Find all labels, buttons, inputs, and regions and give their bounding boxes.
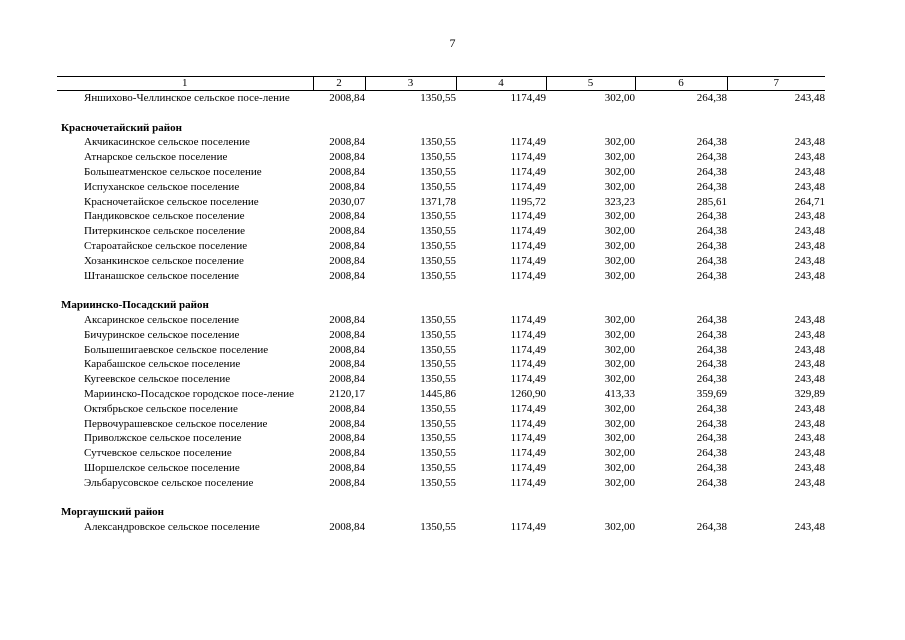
column-header-4: 4 [456, 77, 546, 91]
value-cell-col-3: 1350,55 [420, 225, 456, 238]
value-cell-col-7: 243,48 [794, 417, 825, 430]
district-name: Моргаушский район [61, 506, 165, 519]
value-cell-col-4: 1174,49 [510, 210, 546, 223]
value-cell-col-6: 264,38 [696, 402, 727, 415]
table-row [57, 165, 825, 180]
value-cell-col-6: 264,38 [696, 151, 727, 164]
value-cell-col-5: 302,00 [604, 165, 635, 178]
value-cell-col-3: 1350,55 [420, 180, 456, 193]
table-body [57, 91, 825, 535]
value-cell-col-5: 302,00 [604, 402, 635, 415]
value-cell-col-6: 264,38 [696, 180, 727, 193]
value-cell-col-7: 243,48 [794, 476, 825, 489]
value-cell-col-4: 1174,49 [510, 239, 546, 252]
value-cell-col-2: 2008,84 [329, 476, 365, 489]
value-cell-col-5: 323,23 [604, 195, 635, 208]
value-cell-col-7: 243,48 [794, 313, 825, 326]
value-cell-col-7: 243,48 [794, 358, 825, 371]
table-row [57, 343, 825, 358]
value-cell-col-4: 1174,49 [510, 313, 546, 326]
value-cell-col-3: 1350,55 [420, 136, 456, 149]
column-header-7: 7 [727, 77, 825, 91]
column-header-1: 1 [57, 77, 313, 91]
value-cell-col-7: 243,48 [794, 447, 825, 460]
value-cell-col-3: 1350,55 [420, 313, 456, 326]
settlement-name: Первочурашевское сельское поселение [84, 417, 268, 430]
value-cell-col-5: 302,00 [604, 313, 635, 326]
value-cell-col-6: 264,38 [696, 136, 727, 149]
value-cell-col-7: 243,48 [794, 432, 825, 445]
value-cell-col-3: 1350,55 [420, 447, 456, 460]
value-cell-col-6: 264,38 [696, 432, 727, 445]
value-cell-col-6: 264,38 [696, 461, 727, 474]
value-cell-col-3: 1350,55 [420, 210, 456, 223]
value-cell-col-7: 243,48 [794, 521, 825, 534]
value-cell-col-6: 264,38 [696, 476, 727, 489]
spacer-cell [57, 491, 825, 506]
value-cell-col-4: 1174,49 [510, 136, 546, 149]
value-cell-col-6: 264,38 [696, 254, 727, 267]
spacer-row [57, 491, 825, 506]
value-cell-col-3: 1350,55 [420, 432, 456, 445]
value-cell-col-7: 243,48 [794, 269, 825, 282]
value-cell-col-2: 2008,84 [329, 210, 365, 223]
value-cell-col-7: 329,89 [794, 387, 825, 400]
value-cell-col-2: 2008,84 [329, 432, 365, 445]
value-cell-col-5: 302,00 [604, 328, 635, 341]
value-cell-col-2: 2008,84 [329, 269, 365, 282]
value-cell-col-2: 2008,84 [329, 225, 365, 238]
value-cell-col-2: 2008,84 [329, 165, 365, 178]
value-cell-col-3: 1350,55 [420, 165, 456, 178]
value-cell-col-2: 2008,84 [329, 313, 365, 326]
value-cell-col-6: 264,38 [696, 417, 727, 430]
table-row [57, 402, 825, 417]
settlement-name: Сутчевское сельское поселение [84, 447, 232, 460]
value-cell-col-3: 1350,55 [420, 151, 456, 164]
value-cell-col-7: 243,48 [794, 210, 825, 223]
value-cell-col-2: 2008,84 [329, 447, 365, 460]
value-cell-col-7: 243,48 [794, 254, 825, 267]
value-cell-col-6: 264,38 [696, 165, 727, 178]
table-row [57, 195, 825, 210]
value-cell-col-2: 2008,84 [329, 461, 365, 474]
table-row [57, 180, 825, 195]
value-cell-col-4: 1174,49 [510, 225, 546, 238]
value-cell-col-7: 243,48 [794, 151, 825, 164]
value-cell-col-2: 2008,84 [329, 136, 365, 149]
settlement-name: Испуханское сельское поселение [84, 180, 240, 193]
settlement-name: Кугеевское сельское поселение [84, 373, 231, 386]
value-cell-col-7: 243,48 [794, 165, 825, 178]
spacer-row [57, 283, 825, 298]
value-cell-col-3: 1350,55 [420, 328, 456, 341]
column-header-3: 3 [365, 77, 456, 91]
value-cell-col-4: 1174,49 [510, 521, 546, 534]
value-cell-col-2: 2008,84 [329, 402, 365, 415]
settlement-name: Большешигаевское сельское поселение [84, 343, 269, 356]
value-cell-col-5: 302,00 [604, 136, 635, 149]
settlement-name: Акчикасинское сельское поселение [84, 136, 250, 149]
value-cell-col-2: 2030,07 [329, 195, 365, 208]
value-cell-col-3: 1445,86 [420, 387, 456, 400]
value-cell-col-4: 1195,72 [510, 195, 546, 208]
value-cell-col-3: 1350,55 [420, 373, 456, 386]
value-cell-col-6: 264,38 [696, 447, 727, 460]
value-cell-col-6: 264,38 [696, 521, 727, 534]
table-row [57, 520, 825, 535]
value-cell-col-2: 2008,84 [329, 343, 365, 356]
value-cell-col-7: 243,48 [794, 136, 825, 149]
settlement-name: Питеркинское сельское поселение [84, 225, 245, 238]
settlement-name: Большеатменское сельское поселение [84, 165, 262, 178]
value-cell-col-6: 264,38 [696, 92, 727, 104]
table-row [57, 446, 825, 461]
settlement-name: Красночетайское сельское поселение [84, 195, 259, 208]
value-cell-col-4: 1174,49 [510, 358, 546, 371]
value-cell-col-3: 1350,55 [420, 521, 456, 534]
value-cell-col-2: 2008,84 [329, 254, 365, 267]
value-cell-col-7: 243,48 [794, 239, 825, 252]
value-cell-col-5: 302,00 [604, 432, 635, 445]
table-header-row [57, 77, 825, 91]
settlement-name: Штанашское сельское поселение [84, 269, 240, 282]
settlement-name: Приволжское сельское поселение [84, 432, 242, 445]
settlement-name: Аксаринское сельское поселение [84, 313, 240, 326]
value-cell-col-2: 2008,84 [329, 417, 365, 430]
table-row [57, 313, 825, 328]
value-cell-col-4: 1174,49 [510, 373, 546, 386]
table-row [57, 150, 825, 165]
column-header-6: 6 [635, 77, 727, 91]
value-cell-col-2: 2008,84 [329, 151, 365, 164]
value-cell-col-3: 1350,55 [420, 476, 456, 489]
district-header-row [57, 298, 825, 313]
value-cell-col-5: 302,00 [604, 225, 635, 238]
value-cell-col-7: 243,48 [794, 402, 825, 415]
value-cell-col-6: 264,38 [696, 225, 727, 238]
value-cell-col-4: 1174,49 [510, 254, 546, 267]
value-cell-col-4: 1174,49 [510, 461, 546, 474]
settlement-name: Хозанкинское сельское поселение [84, 254, 244, 267]
value-cell-col-5: 302,00 [604, 373, 635, 386]
value-cell-col-7: 243,48 [794, 373, 825, 386]
value-cell-col-6: 264,38 [696, 269, 727, 282]
value-cell-col-6: 264,38 [696, 210, 727, 223]
table-row [57, 476, 825, 491]
table-row [57, 417, 825, 432]
value-cell-col-6: 264,38 [696, 343, 727, 356]
value-cell-col-4: 1174,49 [510, 447, 546, 460]
value-cell-col-5: 302,00 [604, 343, 635, 356]
table-row [57, 387, 825, 402]
table-row [57, 209, 825, 224]
value-cell-col-4: 1174,49 [510, 343, 546, 356]
value-cell-col-5: 302,00 [604, 447, 635, 460]
value-cell-col-7: 243,48 [794, 461, 825, 474]
value-cell-col-4: 1174,49 [510, 180, 546, 193]
value-cell-col-3: 1350,55 [420, 358, 456, 371]
value-cell-col-3: 1350,55 [420, 269, 456, 282]
value-cell-col-5: 413,33 [604, 387, 635, 400]
district-header-row [57, 121, 825, 136]
table-row [57, 461, 825, 476]
settlement-name: Бичуринское сельское поселение [84, 328, 240, 341]
table-row [57, 328, 825, 343]
value-cell-col-2: 2008,84 [329, 92, 365, 104]
value-cell-col-6: 264,38 [696, 239, 727, 252]
value-cell-col-6: 264,38 [696, 328, 727, 341]
value-cell-col-5: 302,00 [604, 180, 635, 193]
table-row [57, 254, 825, 269]
table-row [57, 135, 825, 150]
value-cell-col-5: 302,00 [604, 358, 635, 371]
value-cell-col-7: 264,71 [794, 195, 825, 208]
value-cell-col-5: 302,00 [604, 239, 635, 252]
value-cell-col-4: 1174,49 [510, 269, 546, 282]
column-header-5: 5 [546, 77, 635, 91]
value-cell-col-3: 1350,55 [420, 254, 456, 267]
district-header-row [57, 505, 825, 520]
district-name: Красночетайский район [61, 121, 182, 134]
settlement-name: Александровское сельское поселение [84, 521, 260, 534]
value-cell-col-3: 1350,55 [420, 417, 456, 430]
value-cell-col-4: 1260,90 [510, 387, 546, 400]
value-cell-col-5: 302,00 [604, 151, 635, 164]
table-row [57, 431, 825, 446]
value-cell-col-5: 302,00 [604, 210, 635, 223]
value-cell-col-4: 1174,49 [510, 165, 546, 178]
value-cell-col-2: 2120,17 [329, 387, 365, 400]
value-cell-col-5: 302,00 [604, 461, 635, 474]
value-cell-col-4: 1174,49 [510, 328, 546, 341]
table-row [57, 269, 825, 284]
value-cell-col-2: 2008,84 [329, 373, 365, 386]
value-cell-col-7: 243,48 [794, 328, 825, 341]
value-cell-col-4: 1174,49 [510, 476, 546, 489]
value-cell-col-4: 1174,49 [510, 151, 546, 164]
value-cell-col-7: 243,48 [794, 225, 825, 238]
value-cell-col-6: 264,38 [696, 358, 727, 371]
settlement-name: Мариинско-Посадское городское посе-ление [84, 387, 295, 400]
value-cell-col-5: 302,00 [604, 254, 635, 267]
value-cell-col-5: 302,00 [604, 417, 635, 430]
value-cell-col-2: 2008,84 [329, 239, 365, 252]
value-cell-col-4: 1174,49 [510, 402, 546, 415]
tariff-table [57, 76, 825, 535]
value-cell-col-3: 1350,55 [420, 92, 456, 104]
value-cell-col-4: 1174,49 [510, 432, 546, 445]
value-cell-col-3: 1350,55 [420, 402, 456, 415]
value-cell-col-2: 2008,84 [329, 358, 365, 371]
value-cell-col-4: 1174,49 [510, 92, 546, 104]
table-row [57, 372, 825, 387]
value-cell-col-3: 1350,55 [420, 461, 456, 474]
table-row [57, 357, 825, 372]
page-number: 7 [449, 36, 456, 50]
value-cell-col-3: 1371,78 [420, 195, 456, 208]
settlement-name: Карабашское сельское поселение [84, 358, 241, 371]
value-cell-col-5: 302,00 [604, 269, 635, 282]
value-cell-col-3: 1350,55 [420, 343, 456, 356]
settlement-name: Октябрьское сельское поселение [84, 402, 238, 415]
spacer-row [57, 106, 825, 121]
settlement-name: Староатайское сельское поселение [84, 239, 248, 252]
value-cell-col-4: 1174,49 [510, 417, 546, 430]
value-cell-col-2: 2008,84 [329, 328, 365, 341]
value-cell-col-6: 264,38 [696, 373, 727, 386]
value-cell-col-3: 1350,55 [420, 239, 456, 252]
spacer-cell [57, 283, 825, 298]
value-cell-col-6: 285,61 [696, 195, 727, 208]
settlement-name: Шоршелское сельское поселение [84, 461, 240, 474]
district-name: Мариинско-Посадский район [61, 299, 209, 312]
value-cell-col-2: 2008,84 [329, 180, 365, 193]
table-row [57, 91, 825, 106]
value-cell-col-6: 264,38 [696, 313, 727, 326]
spacer-cell [57, 106, 825, 121]
value-cell-col-7: 243,48 [794, 343, 825, 356]
settlement-name: Пандиковское сельское поселение [84, 210, 245, 223]
value-cell-col-2: 2008,84 [329, 521, 365, 534]
settlement-name: Атнарское сельское поселение [84, 151, 228, 164]
value-cell-col-6: 359,69 [696, 387, 727, 400]
table-row [57, 239, 825, 254]
value-cell-col-7: 243,48 [794, 180, 825, 193]
settlement-name: Яншихово-Челлинское сельское посе-ление [84, 92, 290, 104]
value-cell-col-7: 243,48 [794, 92, 825, 104]
table-row [57, 224, 825, 239]
value-cell-col-5: 302,00 [604, 92, 635, 104]
value-cell-col-5: 302,00 [604, 476, 635, 489]
settlement-name: Эльбарусовское сельское поселение [84, 476, 254, 489]
column-header-2: 2 [313, 77, 365, 91]
value-cell-col-5: 302,00 [604, 521, 635, 534]
